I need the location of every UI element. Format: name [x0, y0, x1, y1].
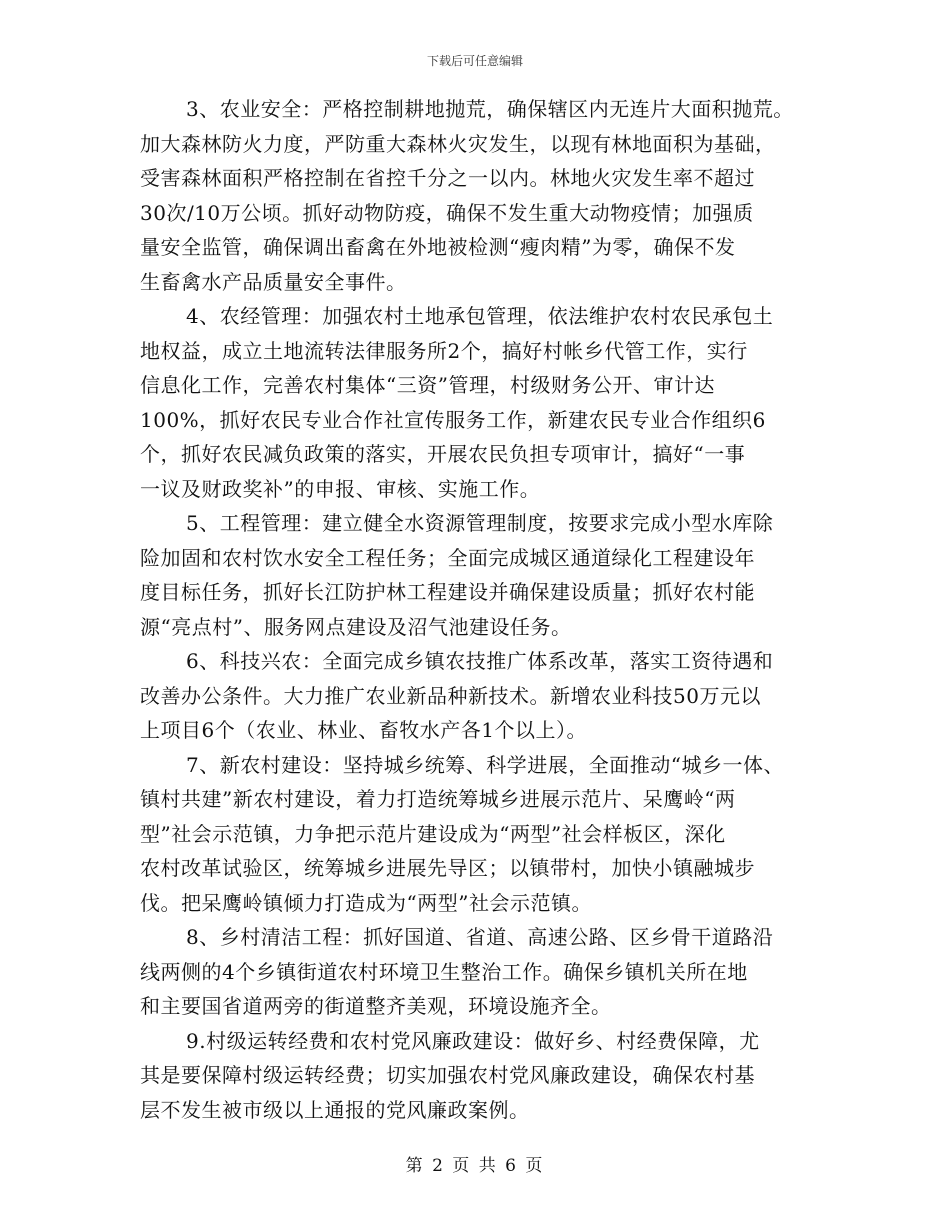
paragraph-line: 4、农经管理：加强农村土地承包管理，依法维护农村农民承包土	[186, 304, 774, 328]
page-header: 下载后可任意编辑	[426, 54, 523, 68]
paragraph	[140, 92, 840, 299]
paragraph-line: 层不发生被市级以上通报的党风廉政案例。	[140, 1097, 530, 1122]
paragraph-line: 上项目6个（农业、林业、畜牧水产各1个以上）。	[140, 718, 587, 742]
paragraph	[140, 748, 840, 921]
paragraph-line: 个，抓好农民减负政策的落实，开展农民负担专项审计，搞好“一事	[140, 442, 746, 466]
paragraph-line: 和主要国省道两旁的街道整齐美观，环境设施齐全。	[140, 994, 612, 1018]
paragraph-line: 镇村共建”新农村建设，着力打造统筹城乡进展示范片、呆鹰岭“两	[140, 787, 736, 811]
paragraph-line: 度目标任务，抓好长江防护林工程建设并确保建设质量；抓好农村能	[140, 580, 755, 604]
paragraph-line: 源“亮点村”、服务网点建设及沼气池建设任务。	[140, 614, 572, 639]
paragraph-line: 6、科技兴农：全面完成乡镇农技推广体系改革，落实工资待遇和	[186, 649, 774, 673]
paragraph-line: 3、农业安全：严格控制耕地抛荒，确保辖区内无连片大面积抛荒。	[186, 97, 794, 121]
paragraph-line: 9.村级运转经费和农村党风廉政建设：做好乡、村经费保障，尤	[186, 1028, 760, 1053]
paragraph-line: 信息化工作，完善农村集体“三资”管理，村级财务公开、审计达	[140, 373, 715, 397]
paragraph-line: 农村改革试验区，统筹城乡进展先导区；以镇带村，加快小镇融城步	[140, 856, 755, 880]
paragraph-line: 型”社会示范镇，力争把示范片建设成为“两型”社会样板区，深化	[140, 821, 726, 846]
paragraph-line: 其是要保障村级运转经费；切实加强农村党风廉政建设，确保农村基	[140, 1063, 755, 1087]
paragraph-line: 线两侧的4个乡镇街道农村环境卫生整治工作。确保乡镇机关所在地	[140, 959, 748, 984]
paragraph	[140, 299, 840, 506]
paragraph-line: 7、新农村建设：坚持城乡统筹、科学进展，全面推动“城乡一体、	[186, 752, 784, 777]
paragraph-line: 受害森林面积严格控制在省控千分之一以内。林地火灾发生率不超过	[140, 166, 755, 190]
paragraph-line: 险加固和农村饮水安全工程任务；全面完成城区通道绿化工程建设年	[140, 545, 755, 570]
paragraph-line: 伐。把呆鹰岭镇倾力打造成为“两型”社会示范镇。	[140, 890, 592, 915]
paragraph	[140, 644, 840, 748]
paragraph-line: 改善办公条件。大力推广农业新品种新技术。新增农业科技50万元以	[140, 683, 761, 708]
paragraph-line: 加大森林防火力度，严防重大森林火灾发生，以现有林地面积为基础，	[140, 131, 776, 156]
paragraph	[140, 506, 840, 644]
paragraph-line: 5、工程管理：建立健全水资源管理制度，按要求完成小型水库除	[186, 511, 774, 535]
paragraph-line: 100%，抓好农民专业合作社宣传服务工作，新建农民专业合作组织6	[140, 407, 766, 432]
paragraph-line: 一议及财政奖补”的申报、审核、实施工作。	[140, 476, 541, 501]
paragraph-line: 30次/10万公顷。抓好动物防疫，确保不发生重大动物疫情；加强质	[140, 200, 754, 225]
paragraph-line: 地权益，成立土地流转法律服务所2个，搞好村帐乡代管工作，实行	[140, 338, 748, 363]
paragraph-line: 8、乡村清洁工程：抓好国道、省道、高速公路、区乡骨干道路沿	[186, 925, 774, 949]
paragraph-line: 量安全监管，确保调出畜禽在外地被检测“瘦肉精”为零，确保不发	[140, 235, 736, 259]
document-body	[140, 92, 840, 1127]
paragraph	[140, 920, 840, 1024]
paragraph	[140, 1024, 840, 1128]
paragraph-line: 生畜禽水产品质量安全事件。	[140, 269, 407, 294]
page-footer: 第 2 页 共 6 页	[405, 1156, 545, 1176]
